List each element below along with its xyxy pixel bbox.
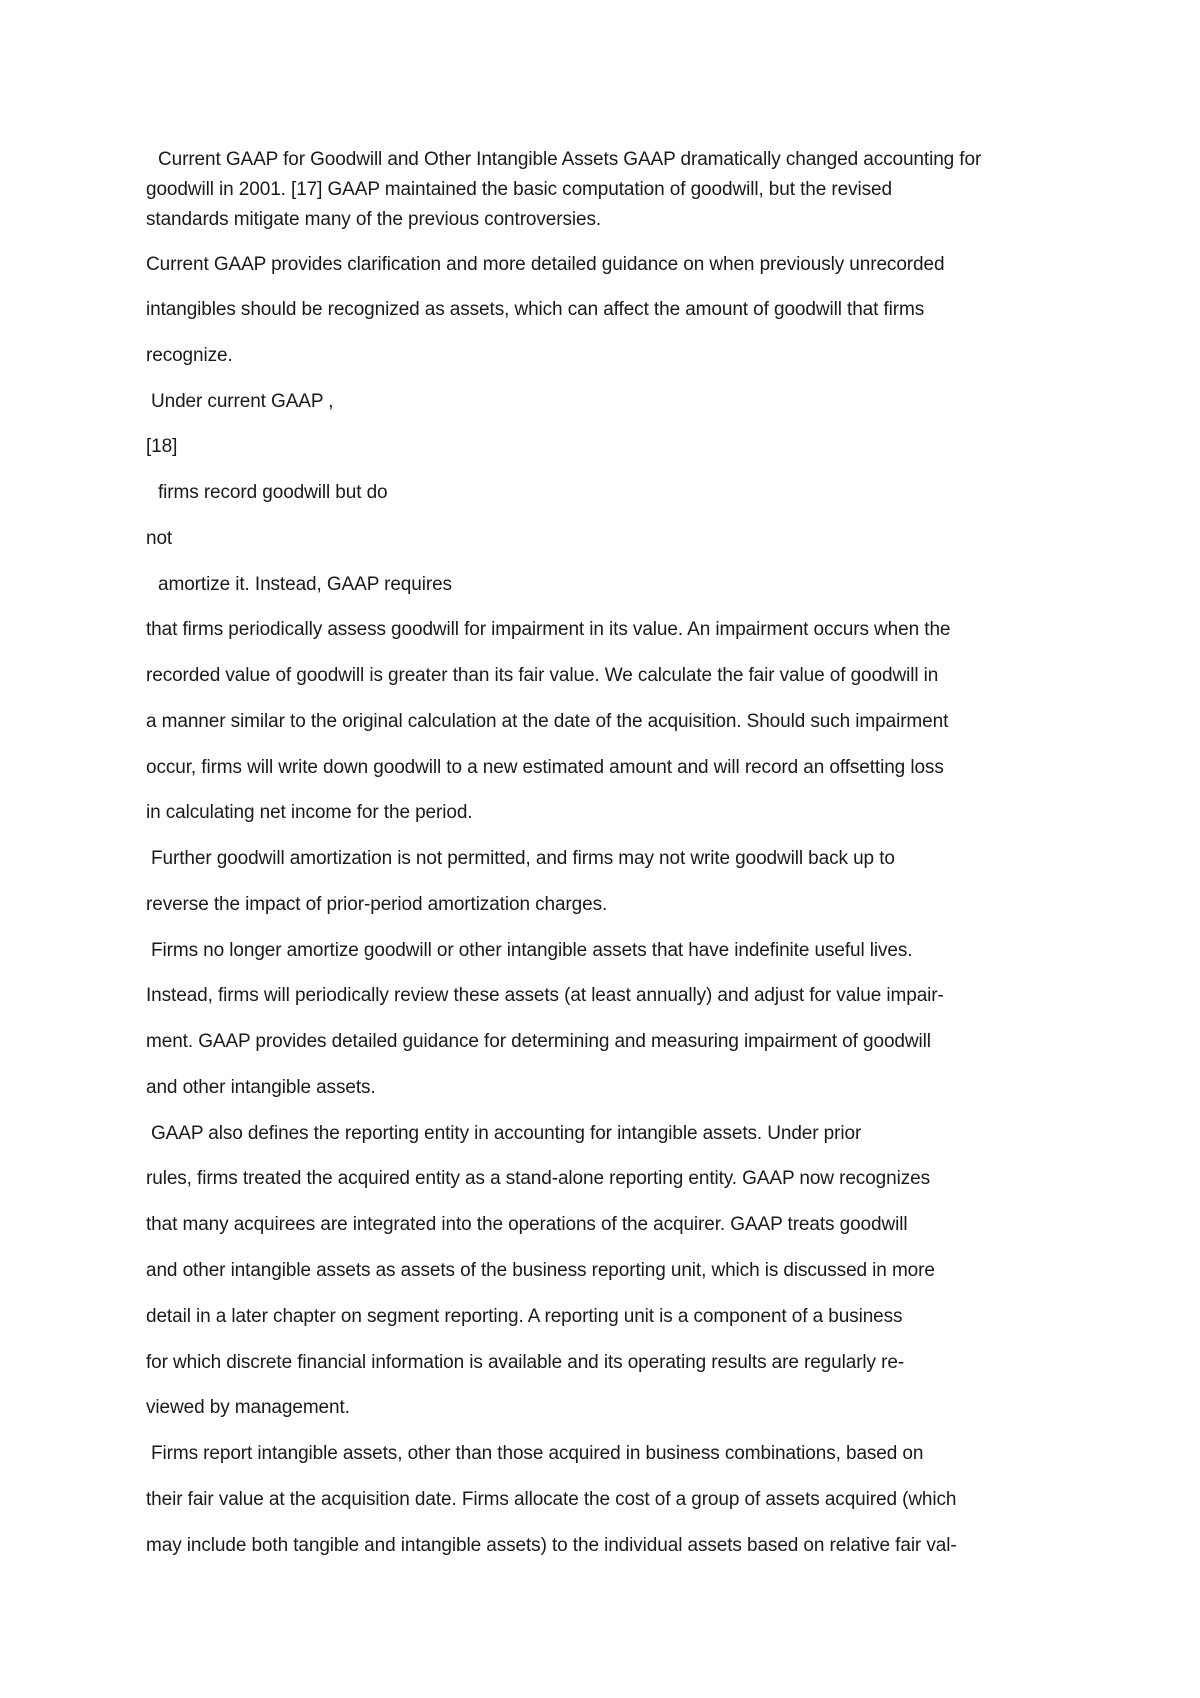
text-line: occur, firms will write down goodwill to a new estimated amount and will record an offsetting loss — [146, 757, 944, 778]
text-line: intangibles should be recognized as assets, which can affect the amount of goodwill that firms — [146, 299, 925, 320]
text-line: reverse the impact of prior-period amortization charges. — [146, 894, 608, 915]
text-line: Current GAAP provides clarification and more detailed guidance on when previously unrecorded — [146, 254, 945, 275]
text-line: GAAP also defines the reporting entity in accounting for intangible assets. Under prior — [151, 1123, 862, 1144]
text-line: Firms report intangible assets, other than those acquired in business combinations, based on — [151, 1443, 924, 1464]
text-line: detail in a later chapter on segment reporting. A reporting unit is a component of a business — [146, 1306, 903, 1327]
text-line: amortize it. Instead, GAAP requires — [158, 574, 452, 595]
text-line: rules, firms treated the acquired entity as a stand-alone reporting entity. GAAP now recognizes — [146, 1168, 930, 1189]
text-line: that many acquirees are integrated into the operations of the acquirer. GAAP treats goodwill — [146, 1214, 908, 1235]
text-line: viewed by management. — [146, 1397, 350, 1418]
text-line: firms record goodwill but do — [158, 482, 388, 503]
text-line: in calculating net income for the period. — [146, 802, 473, 823]
text-line: their fair value at the acquisition date. Firms allocate the cost of a group of assets acquired (which — [146, 1489, 957, 1510]
text-line: Under current GAAP , — [151, 391, 334, 412]
text-line: Further goodwill amortization is not permitted, and firms may not write goodwill back up to — [151, 848, 895, 869]
text-line: Firms no longer amortize goodwill or other intangible assets that have indefinite useful lives. — [151, 940, 913, 961]
text-line: and other intangible assets. — [146, 1077, 376, 1098]
text-line: for which discrete financial information is available and its operating results are regularly re- — [146, 1352, 905, 1373]
text-line: Current GAAP for Goodwill and Other Intangible Assets GAAP dramatically changed accounting for — [158, 149, 982, 170]
text-line: may include both tangible and intangible assets) to the individual assets based on relative fair val- — [146, 1535, 957, 1556]
text-line: and other intangible assets as assets of the business reporting unit, which is discussed in more — [146, 1260, 935, 1281]
text-line: that firms periodically assess goodwill for impairment in its value. An impairment occurs when the — [146, 619, 951, 640]
text-line: recorded value of goodwill is greater than its fair value. We calculate the fair value of goodwill in — [146, 665, 939, 686]
text-line: Instead, firms will periodically review these assets (at least annually) and adjust for value impair- — [146, 985, 944, 1006]
text-line: standards mitigate many of the previous controversies. — [146, 209, 602, 230]
text-line: a manner similar to the original calculation at the date of the acquisition. Should such impairment — [146, 711, 949, 732]
text-line: ment. GAAP provides detailed guidance for determining and measuring impairment of goodwill — [146, 1031, 931, 1052]
text-line: [18] — [146, 436, 178, 457]
text-line: recognize. — [146, 345, 233, 366]
text-line: goodwill in 2001. [17] GAAP maintained the basic computation of goodwill, but the revised — [146, 179, 892, 200]
text-line: not — [146, 528, 173, 549]
